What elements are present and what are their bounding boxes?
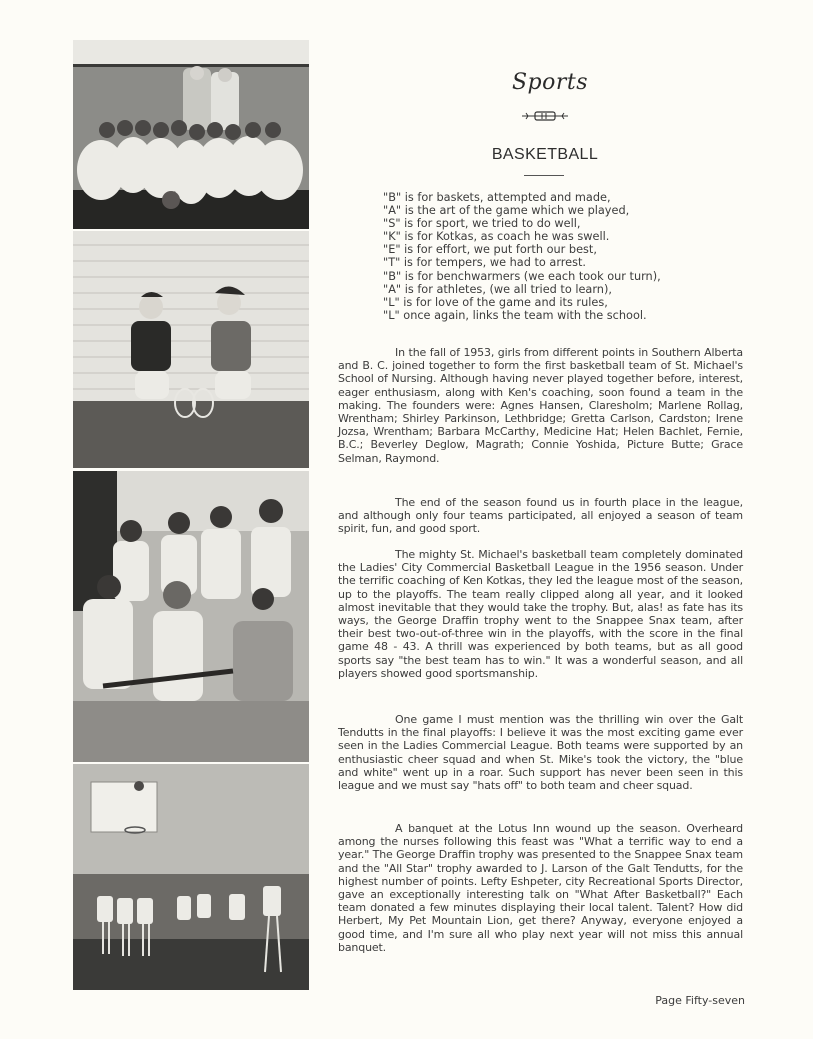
poem-line: "L" once again, links the team with the school. (383, 308, 647, 322)
section-heading: Sports (511, 70, 589, 95)
paragraph-text: The end of the season found us in fourth place in the league, and although only four teams participated, all enjoyed a season of team spirit, fun, and good sport. (338, 496, 743, 536)
paragraph-season-end (338, 496, 743, 536)
paragraph-text: One game I must mention was the thrilling win over the Galt Tendutts in the final playoffs: I believe it was the most exciting game ever seen in the Ladies Commercial League. Both teams were supported by an enthusiastic cheer squad and when St. Mike's took the victory, the "blue and white" went up in a roar. Such support has never been seen in this league and we must say "hats off" to both team and cheer squad. (338, 713, 743, 793)
poem-line: "E" is for effort, we put forth our best, (383, 243, 597, 257)
paragraph-text: In the fall of 1953, girls from different points in Southern Alberta and B. C. joined together to form the first basketball team of St. Michael's School of Nursing. Although having never played together before, interest, eager enthusiasm, along with Ken's coaching, soon found a team in the making. The founders were: Agnes Hansen, Claresholm; Marlene Rollag, Wrentham; Shirley Parkinson, Lethbridge; Gretta Carlson, Cardston; Irene Jozsa, Wrentham; Barbara McCarthy, Medicine Hat; Helen Bachlet, Fernie, B.C.; Beverley Deglow, Magrath; Connie Yoshida, Picture Butte; Grace Selman, Raymond. (338, 346, 743, 465)
paragraph-history (338, 346, 743, 465)
ornament-divider-icon (522, 110, 568, 122)
poem-line: "B" is for benchwarmers (we each took our turn), (383, 269, 661, 283)
acrostic-poem (383, 191, 703, 322)
paragraph-text: A banquet at the Lotus Inn wound up the season. Overheard among the nurses following this feast was "What a terrific way to end a year." The George Draffin trophy was presented to the Snappee Snax team and the "All Star" trophy awarded to J. Larson of the Galt Tendutts, for the highest number of points. Lefty Eshpeter, city Recreational Sports Director, gave an exceptionally interesting talk on "What After Basketball?" Each team donated a few minutes displaying their local talent. Talent? How did Herbert, My Pet Mountain Lion, get there? Anyway, everyone enjoyed a good time, and I'm sure all who play next year will not miss this annual banquet. (338, 822, 743, 954)
poem-line: "A" is the art of the game which we played, (383, 204, 630, 218)
team-group-photo (73, 40, 309, 229)
poem-line: "T" is for tempers, we had to arrest. (383, 256, 587, 270)
poem-line: "K" is for Kotkas, as coach he was swell. (383, 230, 610, 244)
poem-line: "A" is for athletes, (we all tried to learn), (383, 282, 612, 296)
title-divider (524, 175, 564, 176)
paragraph-banquet (338, 822, 743, 954)
page-number: Page Fifty-seven (655, 994, 745, 1007)
paragraph-galt-game (338, 713, 743, 792)
two-players-with-rackets-photo (73, 231, 309, 468)
gym-basketball-practice-photo (73, 764, 309, 990)
paragraph-text: The mighty St. Michael's basketball team completely dominated the Ladies' City Commercial Basketball League in the 1956 season. Under the terrific coaching of Ken Kotkas, they led the league most of the season, up to the playoffs. The team really clipped along all year, and it looked almost inevitable that they would take the trophy. But, alas! as fate has its ways, the George Draffin trophy went to the Snappee Snax team, after their best two-out-of-three win in the playoffs, with the score in the final game 48 - 43. A thrill was experienced by both teams, but as all good sports say "the best team has to win." It was a wonderful season, and all players showed good sportsmanship. (338, 548, 743, 680)
page-title: BASKETBALL (491, 146, 599, 163)
paragraph-1956-season (338, 548, 743, 680)
poem-line: "S" is for sport, we tried to do well, (383, 217, 581, 231)
poem-line: "B" is for baskets, attempted and made, (383, 191, 611, 204)
poem-line: "L" is for love of the game and its rules, (383, 295, 608, 309)
players-with-bat-and-catcher-mask-photo (73, 471, 309, 762)
